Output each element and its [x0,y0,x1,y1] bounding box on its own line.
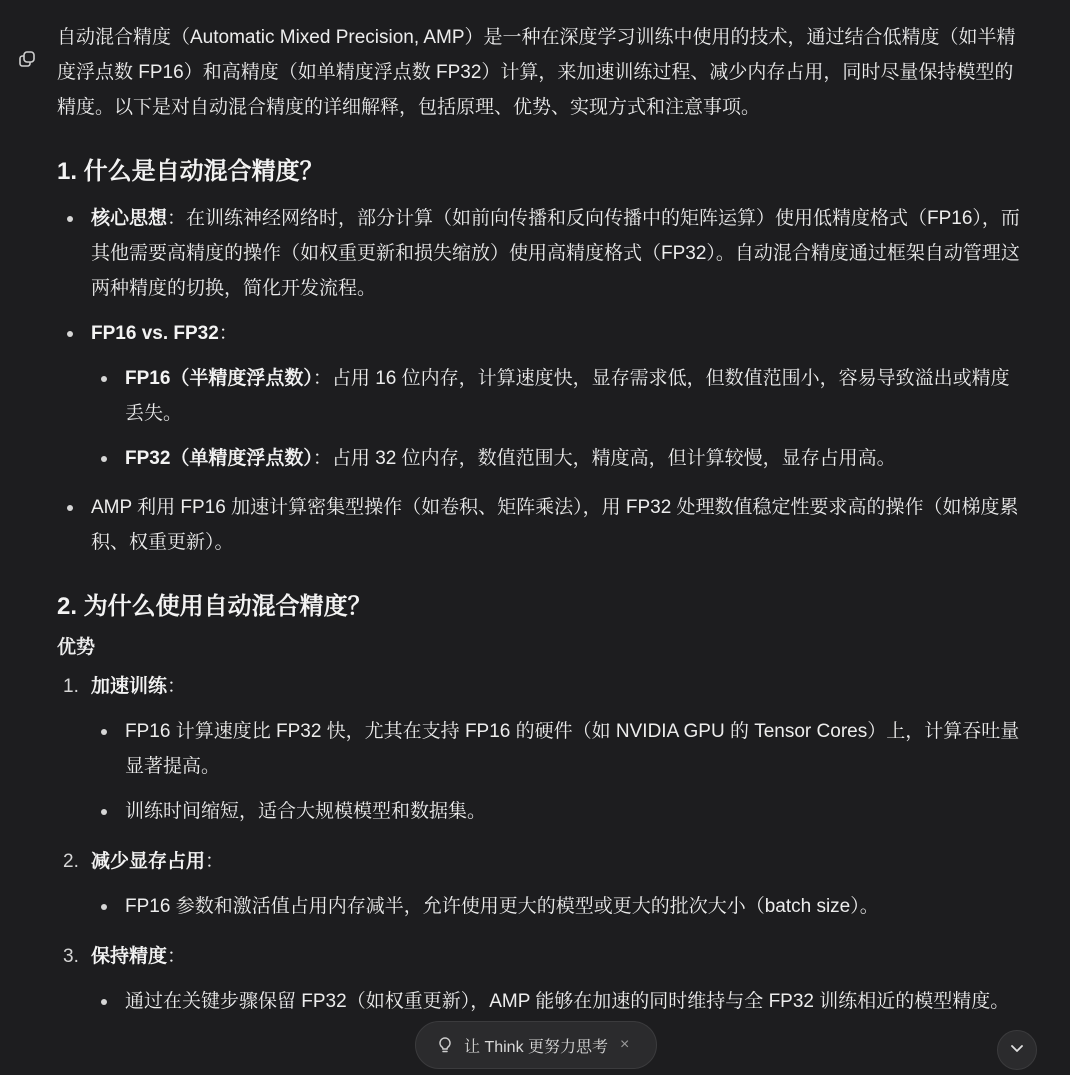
core-text: ：在训练神经网络时，部分计算（如前向传播和反向传播中的矩阵运算）使用低精度格式（FP16），而其他需要高精度的操作（如权重更新和损失缩放）使用高精度格式（FP32）。自动混合精度通过框架自动管理这两种精度的切换，简化开发流程。 [91,208,1020,299]
bullet-text: FP16 参数和激活值占用内存减半，允许使用更大的模型或更大的批次大小（batch size）。 [125,896,879,917]
section-1-list [57,201,1027,560]
copy-icon[interactable] [18,50,36,68]
bullet-text: 训练时间缩短，适合大规模模型和数据集。 [125,801,487,822]
intro-paragraph: 自动混合精度（Automatic Mixed Precision, AMP）是一种在深度学习训练中使用的技术，通过结合低精度（如半精度浮点数 FP16）和高精度（如单精度浮点数 FP32）计算，来加速训练过程、减少内存占用，同时尽量保持模型的精度。以下是对自动混合精度的详细解释，包括原理、优势、实现方式和注意事项。 [57,27,1016,118]
numbered-item [57,669,1027,704]
scroll-down-button[interactable] [997,1030,1037,1070]
list-item [57,441,1027,476]
think-harder-toast[interactable] [415,1021,657,1069]
list-item [57,201,1027,306]
list-item [57,361,1027,431]
fp16-label: FP16（半精度浮点数） [125,368,313,389]
item-suffix: ： [167,676,187,697]
bullet-text: 通过在关键步骤保留 FP32（如权重更新），AMP 能够在加速的同时维持与全 FP32 训练相近的模型精度。 [125,991,1010,1012]
item-label: 减少显存占用 [91,851,206,872]
chevron-down-icon [1008,1039,1026,1062]
numbered-item [57,939,1027,974]
compare-label: FP16 vs. FP32 [91,323,219,344]
section-1-heading: 1. 什么是自动混合精度？ [57,158,324,185]
item-number: 1. [63,676,79,697]
advantages-list [57,669,1027,1019]
list-item [57,984,1027,1019]
toast-text: 让 Think 更努力思考 [464,1038,609,1056]
fp16-text: ：占用 16 位内存，计算速度快，显存需求低，但数值范围小，容易导致溢出或精度丢失。 [125,368,1010,424]
list-item [57,794,1027,829]
item-label: 加速训练 [91,676,168,697]
item-number: 3. [63,946,79,967]
advantages-subheading: 优势 [57,637,96,658]
compare-suffix: ： [218,323,238,344]
item-label: 保持精度 [91,946,168,967]
fp32-label: FP32（单精度浮点数） [125,448,313,469]
core-label: 核心思想 [91,208,168,229]
close-icon[interactable]: × [620,1036,630,1053]
fp32-text: ：占用 32 位内存，数值范围大，精度高，但计算较慢，显存占用高。 [312,448,896,469]
section-2-heading: 2. 为什么使用自动混合精度？ [57,593,372,620]
item-suffix: ： [205,851,225,872]
list-item [57,490,1027,560]
message-content [57,20,1027,1019]
list-item [57,889,1027,924]
amp-text: AMP 利用 FP16 加速计算密集型操作（如卷积、矩阵乘法），用 FP32 处理数值稳定性要求高的操作（如梯度累积、权重更新）。 [91,497,1019,553]
bullet-text: FP16 计算速度比 FP32 快，尤其在支持 FP16 的硬件（如 NVIDIA GPU 的 Tensor Cores）上，计算吞吐量显著提高。 [125,721,1020,777]
list-item [57,714,1027,784]
list-item [57,316,1027,351]
numbered-item [57,844,1027,879]
lightbulb-icon [436,1036,454,1054]
item-number: 2. [63,851,79,872]
item-suffix: ： [167,946,187,967]
